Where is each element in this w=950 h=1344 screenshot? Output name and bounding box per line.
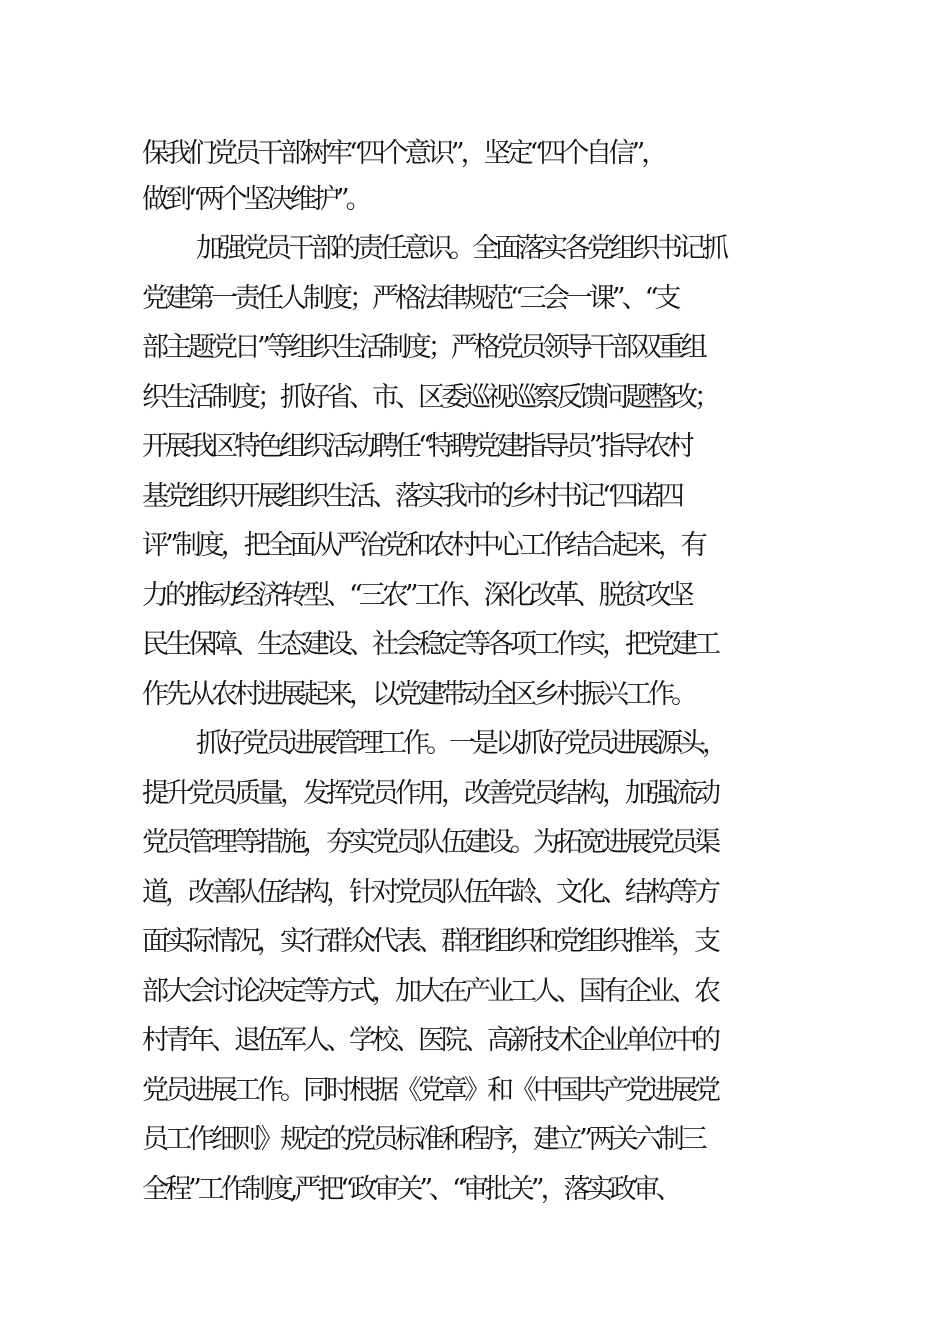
paragraph-3-line-6: 部大会讨论决定等方式，加大在产业工人、国有企业、农 (142, 976, 717, 1007)
paragraph-2-line-5: 开展我区特色组织活动聘任“特聘党建指导员”指导农村 (142, 431, 691, 462)
paragraph-2-line-6: 基党组织开展组织生活、落实我市的乡村书记“四诺四 (142, 481, 681, 512)
paragraph-2-line-10: 作先从农村进展起来，以党建带动全区乡村振兴工作。 (142, 679, 694, 710)
paragraph-3-line-8: 党员进展工作。同时根据《党章》和《中国共产党进展党 (142, 1075, 717, 1106)
paragraph-3-line-4: 道，改善队伍结构，针对党员队伍年龄、文化、结构等方 (142, 877, 717, 908)
paragraph-2-line-8: 力的推动经济转型、“三农”工作、深化改革、脱贫攻坚 (142, 580, 691, 611)
paragraph-3-line-7: 村青年、退伍军人、学校、医院、高新技术企业单位中的 (142, 1025, 717, 1056)
paragraph-2-line-3: 部主题党日”等组织生活制度；严格党员领导干部双重组 (142, 332, 704, 363)
paragraph-2-line-7: 评”制度，把全面从严治党和农村中心工作结合起来，有 (142, 530, 704, 561)
paragraph-1-line-2: 做到“两个坚决维护”。 (142, 184, 369, 215)
paragraph-3-line-5: 面实际情况，实行群众代表、群团组织和党组织推举，支 (142, 926, 717, 957)
paragraph-1-line-1: 保我们党员干部树牢“四个意识”，坚定“四个自信”， (142, 138, 665, 169)
paragraph-2-line-4: 织生活制度；抓好省、市、区委巡视巡察反馈问题整改； (142, 382, 717, 413)
paragraph-3-line-2: 提升党员质量，发挥党员作用，改善党员结构，加强流动 (142, 778, 717, 809)
paragraph-2-line-9: 民生保障、生态建设、社会稳定等各项工作实，把党建工 (142, 629, 717, 660)
paragraph-3-line-1: 抓好党员进展管理工作。一是以抓好党员进展源头， (196, 728, 725, 759)
paragraph-2-line-2: 党建第一责任人制度；严格法律规范“三会一课”、“支 (142, 283, 678, 314)
paragraph-3-line-3: 党员管理等措施，夯实党员队伍建设。为拓宽进展党员渠 (142, 827, 717, 858)
paragraph-2-line-1: 加强党员干部的责任意识。全面落实各党组织书记抓 (196, 233, 725, 264)
paragraph-3-line-9: 员工作细则》规定的党员标准和程序，建立”两关六制三 (142, 1124, 704, 1155)
paragraph-3-line-10: 全程”工作制度,严把“政审关”、“审批关”，落实政审、 (142, 1174, 679, 1205)
